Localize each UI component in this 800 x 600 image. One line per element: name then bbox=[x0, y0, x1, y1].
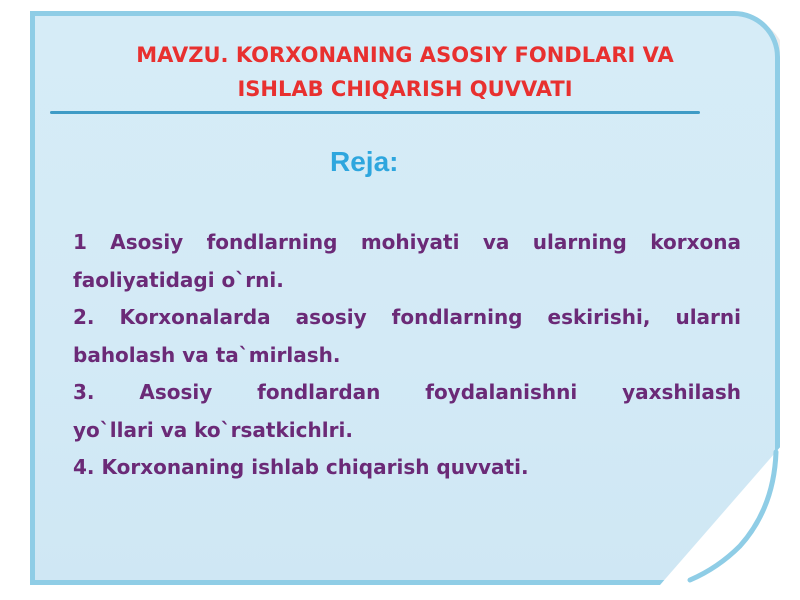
plan-heading: Reja: bbox=[330, 146, 399, 177]
plan-item-2 bbox=[73, 299, 741, 374]
plan-item-2-line-1: 2. Korxonalarda asosiy fondlarning eskirishi, ularni bbox=[73, 305, 741, 329]
slide-title-line-2: ISHLAB CHIQARISH QUVVATI bbox=[237, 77, 573, 101]
plan-item-3 bbox=[73, 374, 741, 449]
plan-item-3-line-1: 3. Asosiy fondlardan foydalanishni yaxshilash bbox=[73, 380, 741, 404]
plan-list bbox=[73, 224, 741, 487]
plan-item-4-line-1: 4. Korxonaning ishlab chiqarish quvvati. bbox=[73, 455, 529, 479]
slide-title bbox=[60, 38, 750, 106]
plan-item-3-line-2: yo`llari va ko`rsatkichlri. bbox=[73, 417, 353, 442]
plan-item-1-line-2: faoliyatidagi o`rni. bbox=[73, 267, 284, 292]
plan-item-1 bbox=[73, 224, 741, 299]
plan-item-4 bbox=[73, 449, 741, 487]
plan-item-1-line-1: 1 Asosiy fondlarning mohiyati va ularning korxona bbox=[73, 230, 741, 254]
title-underline bbox=[50, 111, 700, 114]
plan-item-2-line-2: baholash va ta`mirlash. bbox=[73, 342, 341, 367]
slide-title-line-1: MAVZU. KORXONANING ASOSIY FONDLARI VA bbox=[136, 43, 674, 67]
